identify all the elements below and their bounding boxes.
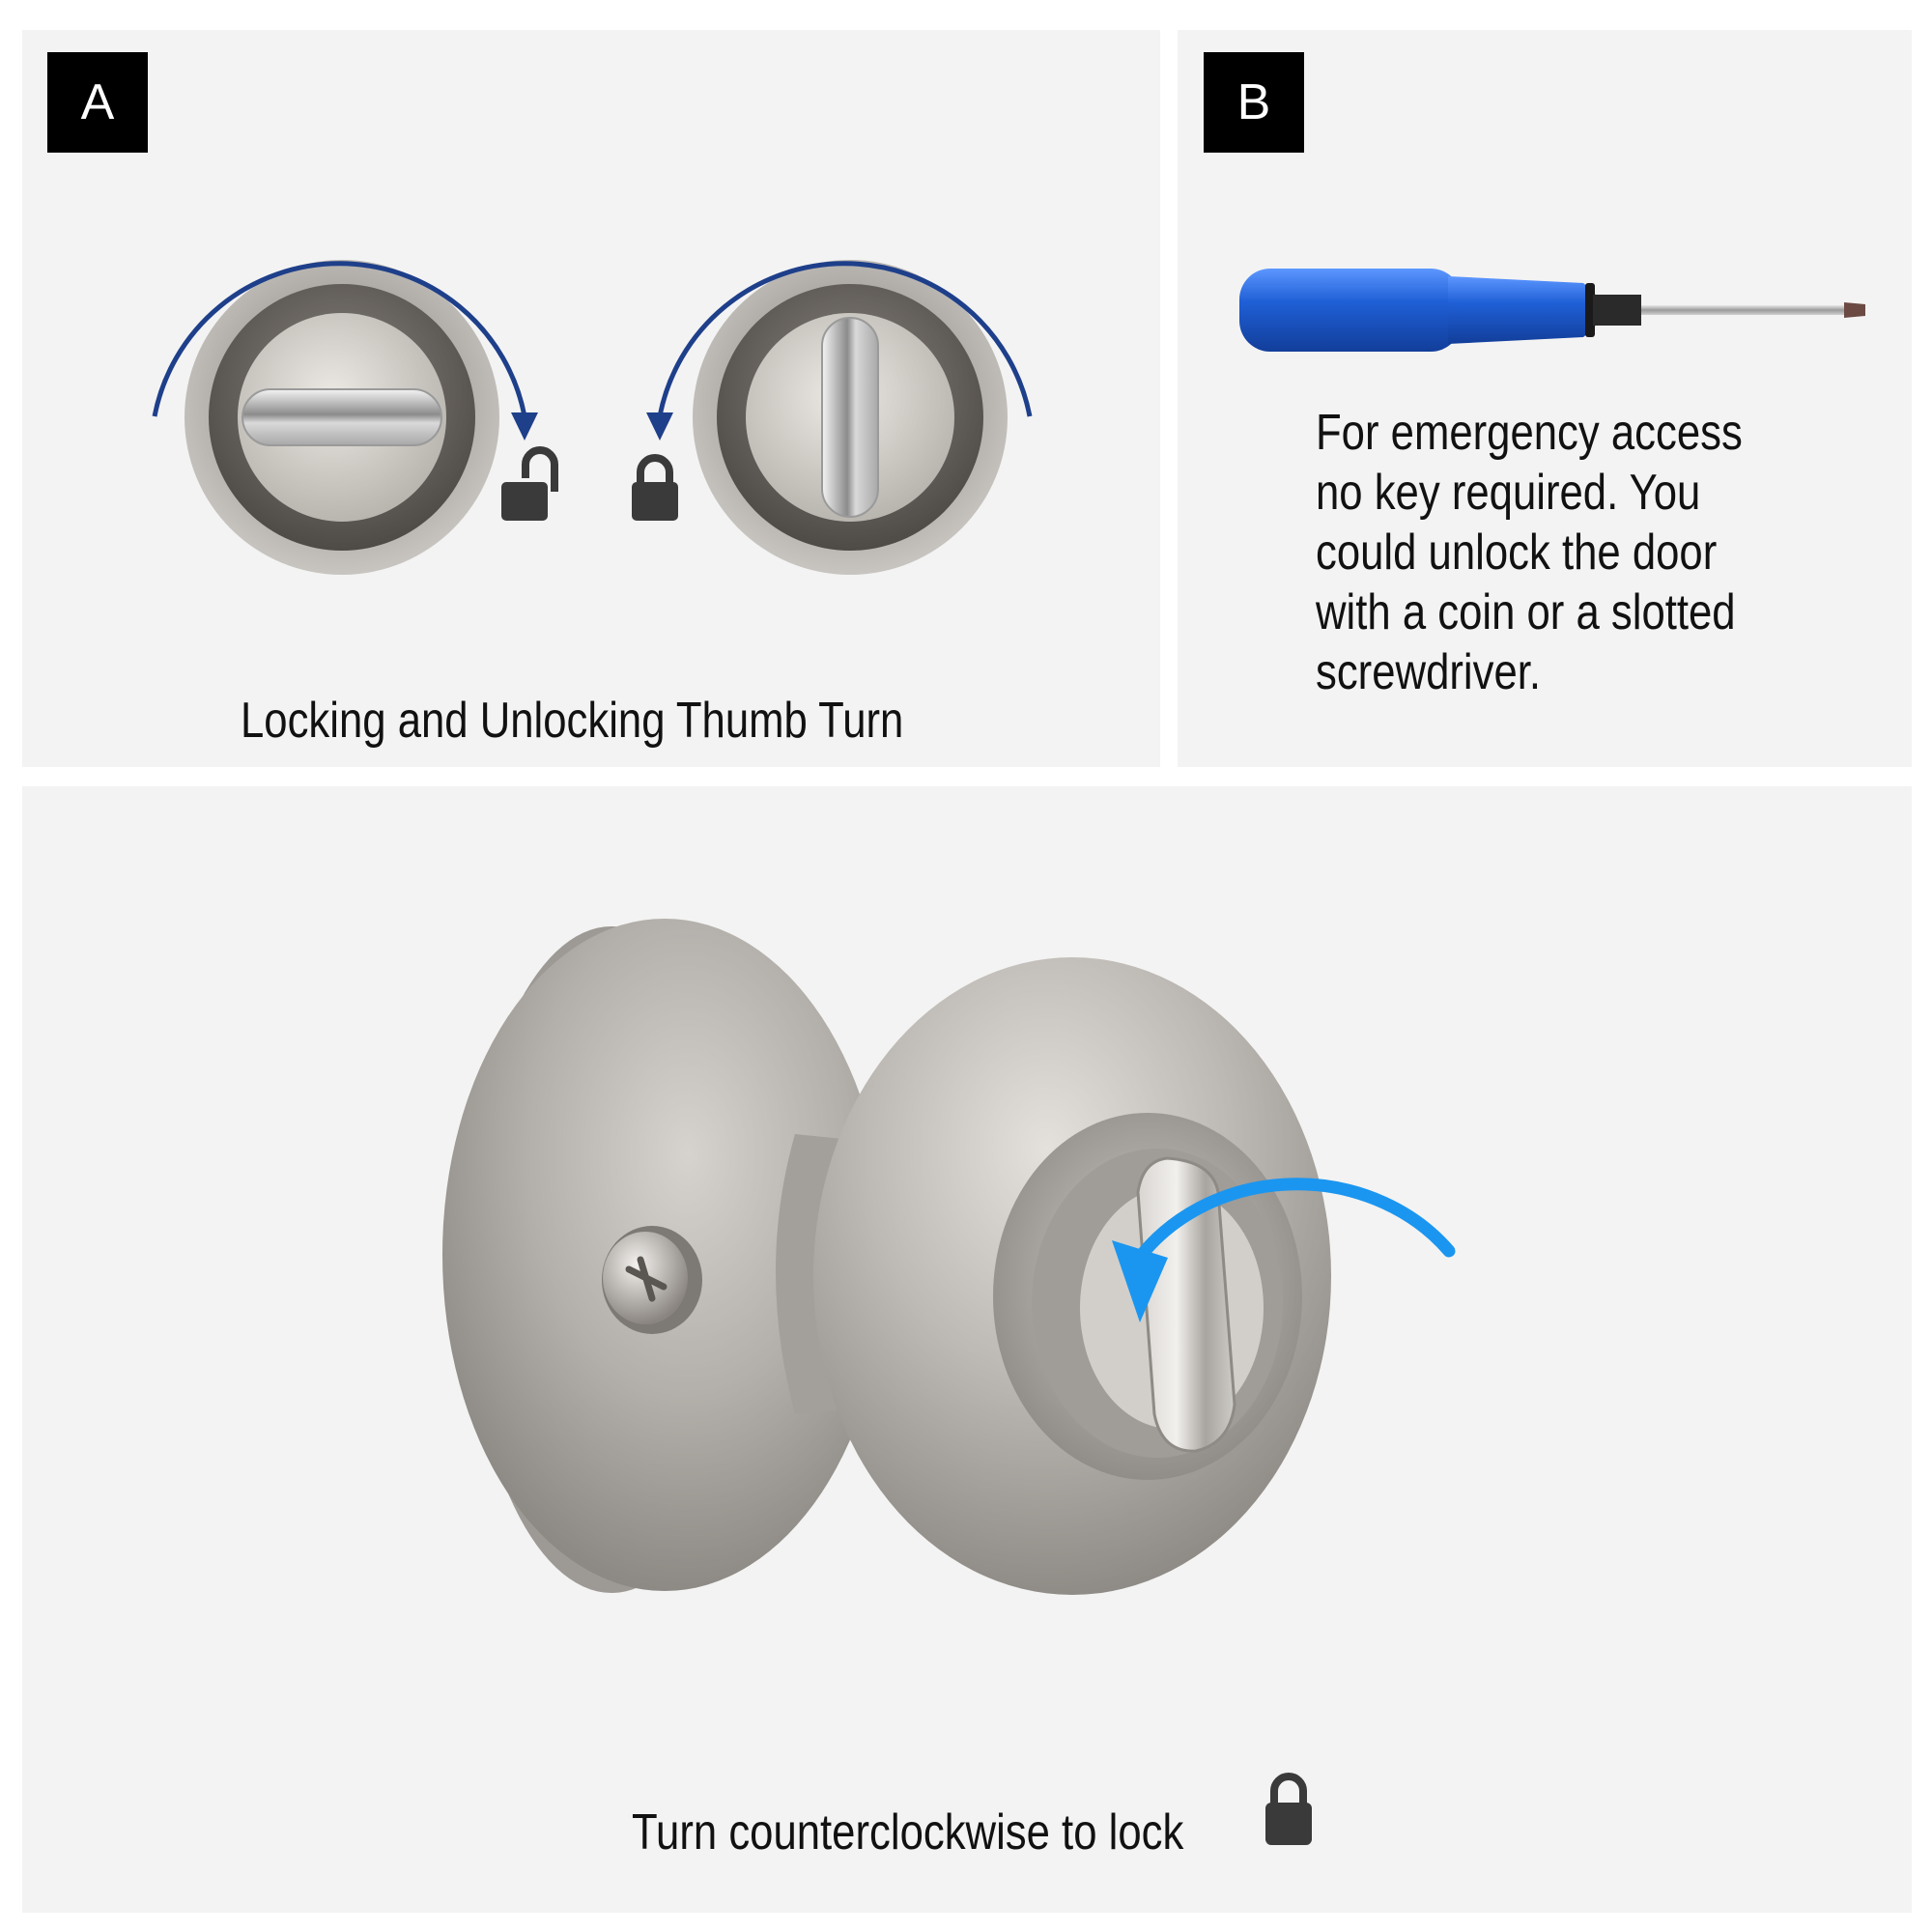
thumb-turn-caption: Locking and Unlocking Thumb Turn <box>241 693 904 749</box>
knob-body <box>813 957 1331 1595</box>
panel-thumb-turn <box>22 30 1160 767</box>
privacy-knob-illustration <box>22 786 1912 1913</box>
right-thumb-turn <box>693 260 1008 575</box>
emergency-access-caption: For emergency access no key required. You could unlock the door with a coin or a slotted screwdriver. <box>1316 405 1743 700</box>
locked-padlock-icon <box>632 458 678 521</box>
panel-knob <box>22 786 1912 1913</box>
screw-icon <box>602 1226 702 1334</box>
panel-emergency-access <box>1178 30 1912 767</box>
unlocked-padlock-icon <box>501 450 554 521</box>
lock-direction-caption: Turn counterclockwise to lock <box>632 1804 1184 1861</box>
thumb-turn-illustrations <box>22 30 1160 767</box>
left-thumb-turn <box>185 260 499 575</box>
badge-a: A <box>47 52 148 153</box>
locked-padlock-icon <box>1265 1776 1312 1845</box>
slotted-screwdriver-icon <box>1178 223 1912 416</box>
badge-b: B <box>1204 52 1304 153</box>
